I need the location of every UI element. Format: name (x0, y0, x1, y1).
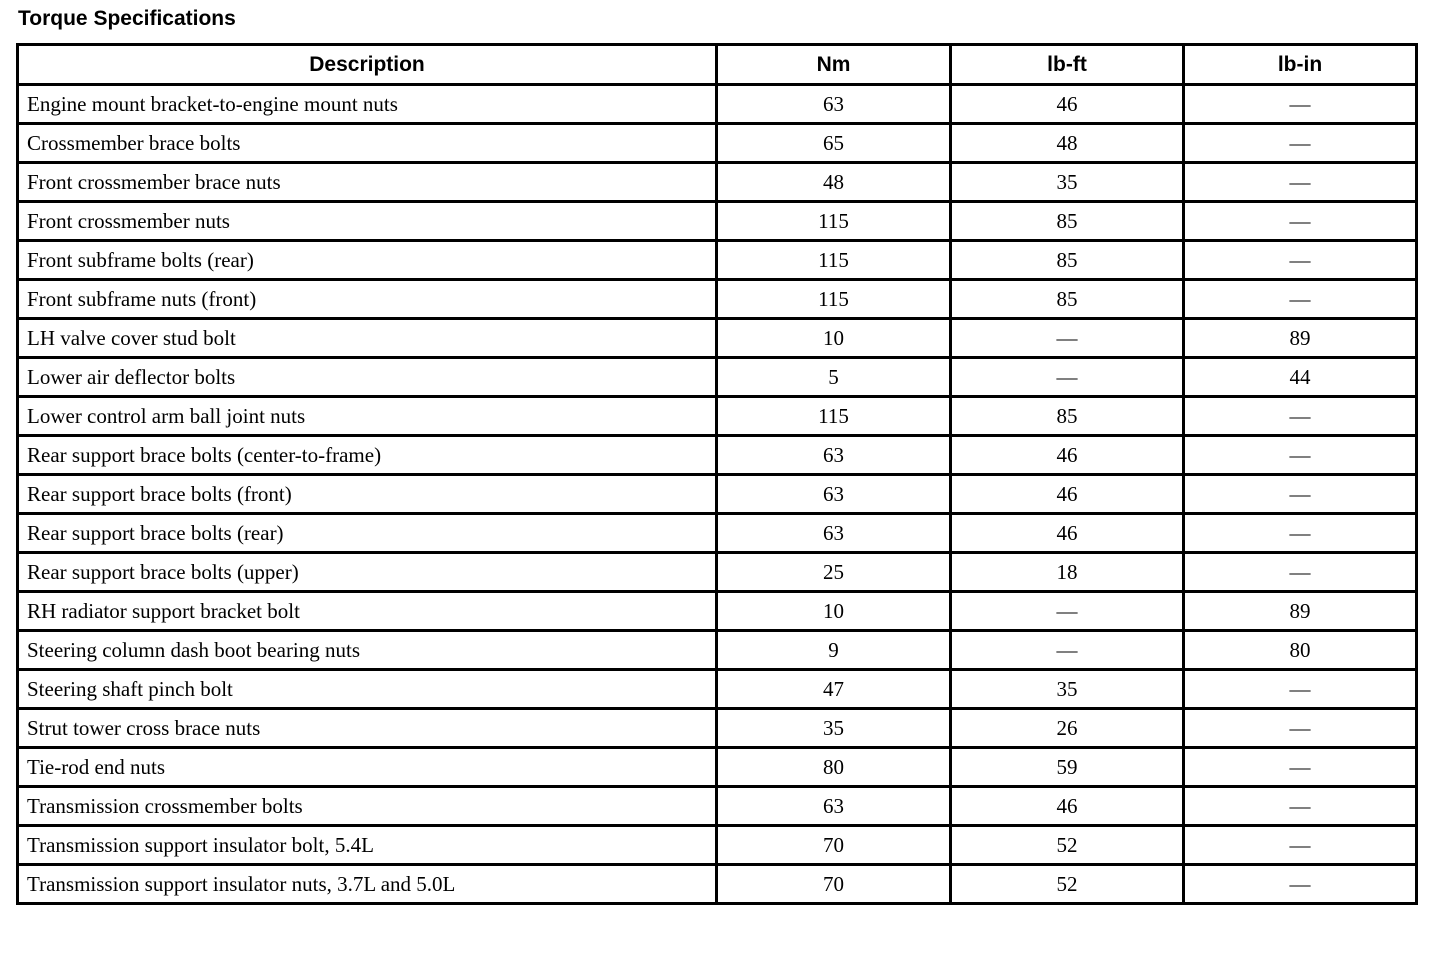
cell-lb-ft: 18 (951, 553, 1184, 592)
cell-lb-ft: 35 (951, 670, 1184, 709)
cell-description: Lower control arm ball joint nuts (18, 397, 717, 436)
cell-nm: 5 (717, 358, 951, 397)
cell-description: Rear support brace bolts (front) (18, 475, 717, 514)
cell-nm: 63 (717, 787, 951, 826)
cell-nm: 115 (717, 280, 951, 319)
table-row (18, 124, 1417, 163)
cell-lb-in: 89 (1184, 592, 1417, 631)
table-row (18, 787, 1417, 826)
table-row (18, 670, 1417, 709)
cell-nm: 63 (717, 514, 951, 553)
table-row (18, 202, 1417, 241)
cell-description: Transmission support insulator nuts, 3.7L and 5.0L (18, 865, 717, 904)
cell-lb-in: 80 (1184, 631, 1417, 670)
cell-nm: 63 (717, 85, 951, 124)
table-row (18, 865, 1417, 904)
cell-lb-ft: — (951, 358, 1184, 397)
cell-nm: 115 (717, 202, 951, 241)
page-title: Torque Specifications (18, 7, 236, 30)
cell-lb-in: 89 (1184, 319, 1417, 358)
cell-lb-in: — (1184, 748, 1417, 787)
cell-lb-ft: 46 (951, 85, 1184, 124)
cell-lb-ft: 85 (951, 280, 1184, 319)
cell-lb-in: — (1184, 163, 1417, 202)
cell-lb-ft: 26 (951, 709, 1184, 748)
cell-lb-ft: 46 (951, 436, 1184, 475)
cell-nm: 70 (717, 826, 951, 865)
cell-lb-ft: 46 (951, 514, 1184, 553)
table-row (18, 280, 1417, 319)
cell-lb-in: — (1184, 202, 1417, 241)
torque-spec-table (16, 43, 1418, 905)
table-row (18, 592, 1417, 631)
cell-description: Rear support brace bolts (upper) (18, 553, 717, 592)
table-row (18, 553, 1417, 592)
cell-description: Tie-rod end nuts (18, 748, 717, 787)
cell-lb-ft: — (951, 319, 1184, 358)
cell-lb-in: — (1184, 709, 1417, 748)
cell-lb-in: — (1184, 670, 1417, 709)
cell-nm: 115 (717, 241, 951, 280)
cell-lb-ft: 85 (951, 202, 1184, 241)
table-row (18, 163, 1417, 202)
table-row (18, 85, 1417, 124)
cell-description: LH valve cover stud bolt (18, 319, 717, 358)
cell-description: Front crossmember brace nuts (18, 163, 717, 202)
cell-lb-in: — (1184, 865, 1417, 904)
cell-lb-ft: 52 (951, 826, 1184, 865)
cell-lb-in: — (1184, 787, 1417, 826)
cell-nm: 70 (717, 865, 951, 904)
table-row (18, 748, 1417, 787)
cell-lb-in: — (1184, 514, 1417, 553)
cell-description: Front subframe bolts (rear) (18, 241, 717, 280)
cell-lb-in: — (1184, 124, 1417, 163)
header-lb-in: lb-in (1184, 45, 1417, 85)
cell-nm: 115 (717, 397, 951, 436)
cell-nm: 10 (717, 319, 951, 358)
cell-description: Steering shaft pinch bolt (18, 670, 717, 709)
cell-nm: 25 (717, 553, 951, 592)
table-row (18, 826, 1417, 865)
cell-nm: 9 (717, 631, 951, 670)
cell-nm: 35 (717, 709, 951, 748)
cell-description: Front subframe nuts (front) (18, 280, 717, 319)
table-row (18, 514, 1417, 553)
cell-lb-in: — (1184, 280, 1417, 319)
cell-description: Steering column dash boot bearing nuts (18, 631, 717, 670)
header-lb-ft: lb-ft (951, 45, 1184, 85)
cell-lb-in: — (1184, 436, 1417, 475)
cell-description: Rear support brace bolts (center-to-frame) (18, 436, 717, 475)
header-nm: Nm (717, 45, 951, 85)
cell-description: Rear support brace bolts (rear) (18, 514, 717, 553)
cell-lb-in: — (1184, 826, 1417, 865)
cell-nm: 48 (717, 163, 951, 202)
cell-description: Engine mount bracket-to-engine mount nuts (18, 85, 717, 124)
cell-lb-ft: 35 (951, 163, 1184, 202)
table-row (18, 358, 1417, 397)
table-body (18, 85, 1417, 904)
cell-description: Crossmember brace bolts (18, 124, 717, 163)
cell-nm: 65 (717, 124, 951, 163)
cell-nm: 10 (717, 592, 951, 631)
cell-description: Transmission crossmember bolts (18, 787, 717, 826)
cell-description: Front crossmember nuts (18, 202, 717, 241)
cell-lb-in: — (1184, 553, 1417, 592)
cell-description: RH radiator support bracket bolt (18, 592, 717, 631)
cell-lb-ft: 85 (951, 397, 1184, 436)
cell-lb-ft: 59 (951, 748, 1184, 787)
cell-nm: 63 (717, 475, 951, 514)
cell-nm: 63 (717, 436, 951, 475)
cell-lb-ft: 52 (951, 865, 1184, 904)
table-row (18, 397, 1417, 436)
table-row (18, 319, 1417, 358)
cell-description: Transmission support insulator bolt, 5.4L (18, 826, 717, 865)
cell-lb-ft: 46 (951, 787, 1184, 826)
cell-lb-ft: 48 (951, 124, 1184, 163)
cell-lb-ft: 85 (951, 241, 1184, 280)
cell-lb-ft: 46 (951, 475, 1184, 514)
cell-nm: 47 (717, 670, 951, 709)
cell-lb-ft: — (951, 592, 1184, 631)
cell-nm: 80 (717, 748, 951, 787)
cell-description: Strut tower cross brace nuts (18, 709, 717, 748)
table-row (18, 436, 1417, 475)
table-row (18, 475, 1417, 514)
cell-lb-in: — (1184, 475, 1417, 514)
cell-lb-in: 44 (1184, 358, 1417, 397)
table-header-row (18, 45, 1417, 85)
table-row (18, 241, 1417, 280)
cell-lb-in: — (1184, 397, 1417, 436)
cell-lb-in: — (1184, 241, 1417, 280)
cell-lb-in: — (1184, 85, 1417, 124)
table-row (18, 709, 1417, 748)
cell-lb-ft: — (951, 631, 1184, 670)
cell-description: Lower air deflector bolts (18, 358, 717, 397)
header-description: Description (18, 45, 717, 85)
table-row (18, 631, 1417, 670)
